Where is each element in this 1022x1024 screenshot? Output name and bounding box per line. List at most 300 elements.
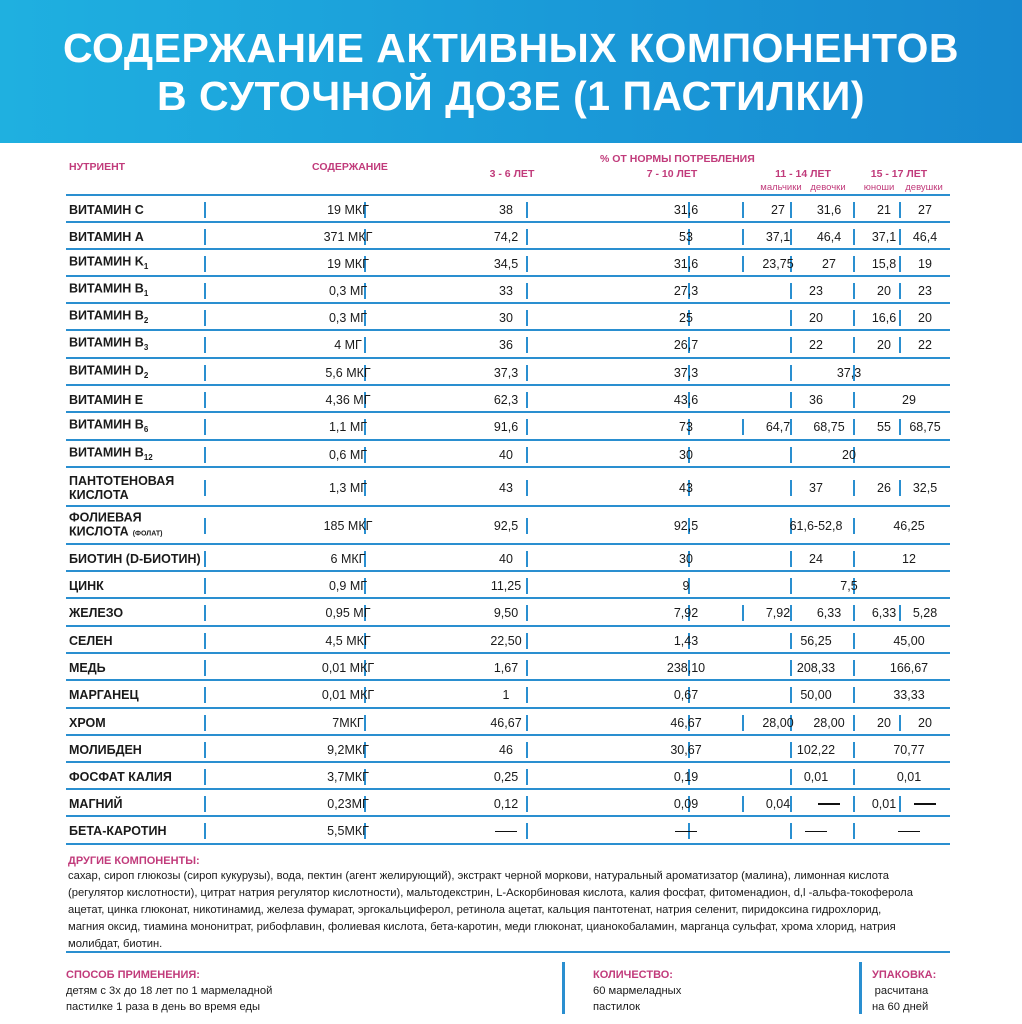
table-row xyxy=(66,545,950,572)
cell-separator xyxy=(899,256,901,272)
table-row xyxy=(66,572,950,599)
cell-separator xyxy=(790,447,792,463)
cell-separator xyxy=(204,660,206,676)
cell-separator xyxy=(790,796,792,812)
age-11-14-cell xyxy=(805,824,827,838)
youths-15-17-cell: 37,1 xyxy=(871,229,897,244)
age-3-6-cell: 0,12 xyxy=(493,796,519,811)
girls-11-14-cell: 28,00 xyxy=(813,715,845,730)
youths-15-17-cell: 15,8 xyxy=(871,256,897,271)
nutrient-name: ВИТАМИН $B_3$ xyxy=(69,335,149,352)
boys-11-14-cell: 28,00 xyxy=(762,715,794,730)
girls-11-14-cell: 46,4 xyxy=(816,229,842,244)
nutrient-name: ХРОМ xyxy=(69,715,106,730)
other-line: магния оксид, тиамина мононитрат, рибофлавин, фолиевая кислота, бета-каротин, меди глюконат, цианокобаламин, марганца сульфат, хрома хлорид, натрия xyxy=(68,921,896,933)
age-3-6-cell: 1,67 xyxy=(493,660,519,675)
age-15-17-cell: 29 xyxy=(902,392,916,407)
cell-separator xyxy=(204,447,206,463)
cell-separator xyxy=(790,310,792,326)
age-15-17-cell: 0,01 xyxy=(896,769,922,784)
cell-separator xyxy=(853,392,855,408)
content-cell: 0,95 МГ xyxy=(325,606,371,620)
cell-separator xyxy=(204,229,206,245)
age-3-6-cell: 40 xyxy=(499,551,513,566)
cell-separator xyxy=(853,419,855,435)
cell-separator xyxy=(526,578,528,594)
header-age-11-14: 11 - 14 ЛЕТ xyxy=(775,168,831,180)
header-nutrient: НУТРИЕНТ xyxy=(69,161,126,173)
dash-mark xyxy=(675,831,697,833)
age-3-6-cell: 38 xyxy=(499,202,513,217)
content-cell: 4 МГ xyxy=(334,338,362,352)
cell-separator xyxy=(790,605,792,621)
age-7-10-cell: 9 xyxy=(682,578,690,593)
quantity-line-2: пастилок xyxy=(593,1001,641,1013)
girls-15-17-cell: 20 xyxy=(918,310,932,325)
cell-separator xyxy=(526,605,528,621)
cell-separator xyxy=(899,480,901,496)
cell-separator xyxy=(204,715,206,731)
age-7-10-cell: 238,10 xyxy=(666,660,706,675)
content-cell: 7МКГ xyxy=(332,715,364,730)
cell-separator xyxy=(204,480,206,496)
cell-separator xyxy=(899,419,901,435)
age-7-10-cell: 0,19 xyxy=(673,769,699,784)
cell-separator xyxy=(899,229,901,245)
girls-11-14-cell: 68,75 xyxy=(813,420,845,434)
age-11-14-cell: 56,25 xyxy=(800,633,832,648)
age-3-6-cell: 37,3 xyxy=(493,365,519,380)
age-11-17-cell: 20 xyxy=(842,447,856,462)
cell-separator xyxy=(790,578,792,594)
cell-separator xyxy=(742,605,744,621)
nutrient-name: ЖЕЛЕЗО xyxy=(69,606,124,620)
cell-separator xyxy=(526,419,528,435)
age-3-6-cell: 9,50 xyxy=(493,606,519,620)
nutrient-name: СЕЛЕН xyxy=(69,633,113,648)
cell-separator xyxy=(364,337,366,353)
girls-15-17-cell: 27 xyxy=(918,202,932,217)
girls-11-14-cell: 27 xyxy=(822,256,836,271)
nutrient-name: МАРГАНЕЦ xyxy=(69,688,139,702)
nutrient-name: ЦИНК xyxy=(69,578,104,593)
age-15-17-cell xyxy=(898,824,920,838)
cell-separator xyxy=(790,392,792,408)
cell-separator xyxy=(790,480,792,496)
cell-separator xyxy=(853,518,855,534)
cell-separator xyxy=(204,551,206,567)
age-3-6-cell: 34,5 xyxy=(493,256,519,271)
header-boys: мальчики xyxy=(760,182,802,193)
table-row xyxy=(66,250,950,277)
youths-15-17-cell: 16,6 xyxy=(871,310,897,325)
nutrient-name: ВИТАМИН $B_2$ xyxy=(69,307,149,325)
age-11-14-cell: 102,22 xyxy=(796,742,836,757)
age-15-17-cell: 46,25 xyxy=(893,519,925,533)
boys-11-14-cell: 23,75 xyxy=(762,256,794,271)
content-cell: 0,01 МКГ xyxy=(321,660,375,675)
cell-separator xyxy=(899,715,901,731)
cell-separator xyxy=(526,715,528,731)
cell-separator xyxy=(853,742,855,758)
age-11-14-cell: 24 xyxy=(809,551,823,566)
boys-11-14-cell: 27 xyxy=(771,202,785,217)
usage-line-2: пастилке 1 раза в день во время еды xyxy=(66,1001,261,1013)
content-cell: 185 МКГ xyxy=(323,519,373,533)
package-title: УПАКОВКА: xyxy=(872,969,937,981)
cell-separator xyxy=(204,578,206,594)
cell-separator xyxy=(742,715,744,731)
nutrient-name: БЕТА-КАРОТИН xyxy=(69,824,167,838)
age-7-10-cell: 0,09 xyxy=(673,796,699,811)
cell-separator xyxy=(526,447,528,463)
table-row xyxy=(66,763,950,790)
age-7-10-cell: 92,5 xyxy=(673,519,699,533)
cell-separator xyxy=(790,419,792,435)
table-row xyxy=(66,359,950,386)
age-3-6-cell: 40 xyxy=(499,447,513,462)
cell-separator xyxy=(526,742,528,758)
quantity-text xyxy=(593,983,681,1015)
table-row xyxy=(66,507,950,545)
nutrient-name: ВИТАМИН $B_{12}$ xyxy=(69,444,153,462)
cell-separator xyxy=(204,633,206,649)
nutrient-name: МЕДЬ xyxy=(69,660,106,675)
content-cell: 0,9 МГ xyxy=(328,578,368,593)
age-7-10-cell xyxy=(675,824,697,838)
content-cell: 4,36 МГ xyxy=(325,392,371,407)
cell-separator xyxy=(790,365,792,381)
age-11-14-cell: 36 xyxy=(809,392,823,407)
cell-separator xyxy=(364,715,366,731)
content-cell: 9,2МКГ xyxy=(327,742,369,757)
age-11-14-cell: 22 xyxy=(809,338,823,352)
age-3-6-cell xyxy=(495,824,517,838)
header-content: СОДЕРЖАНИЕ xyxy=(312,161,388,173)
age-3-6-cell: 36 xyxy=(499,338,513,352)
age-7-10-cell: 31,6 xyxy=(673,202,699,217)
usage-text xyxy=(66,983,272,1015)
cell-separator xyxy=(526,518,528,534)
dash-mark xyxy=(898,831,920,833)
cell-separator xyxy=(204,518,206,534)
table-row xyxy=(66,709,950,736)
dash-mark xyxy=(818,803,840,805)
nutrient-name: ВИТАМИН C xyxy=(69,202,144,217)
nutrient-name: БИОТИН (D-БИОТИН) xyxy=(69,551,201,566)
cell-separator xyxy=(899,310,901,326)
header-young-women: девушки xyxy=(905,182,943,193)
girls-15-17-cell: 23 xyxy=(918,283,932,298)
cell-separator xyxy=(853,310,855,326)
age-15-17-cell: 166,67 xyxy=(889,660,929,675)
title-line-1: СОДЕРЖАНИЕ АКТИВНЫХ КОМПОНЕНТОВ xyxy=(62,24,960,71)
nutrient-name: МОЛИБДЕН xyxy=(69,742,142,757)
cell-separator xyxy=(204,256,206,272)
cell-separator xyxy=(790,769,792,785)
header-norm: % ОТ НОРМЫ ПОТРЕБЛЕНИЯ xyxy=(600,153,755,165)
footer-separator xyxy=(562,962,565,1014)
age-7-10-cell: 43 xyxy=(679,480,693,495)
age-7-10-cell: 1,43 xyxy=(673,633,699,648)
cell-separator xyxy=(526,660,528,676)
table-row xyxy=(66,790,950,817)
age-7-10-cell: 31,6 xyxy=(673,256,699,271)
age-3-6-cell: 0,25 xyxy=(493,769,519,784)
nutrient-name: ФОСФАТ КАЛИЯ xyxy=(69,769,172,784)
cell-separator xyxy=(853,202,855,218)
age-7-10-cell: 46,67 xyxy=(670,715,702,730)
table-row xyxy=(66,681,950,709)
content-cell: 371 МКГ xyxy=(323,229,373,244)
other-components-title: ДРУГИЕ КОМПОНЕНТЫ: xyxy=(68,855,200,867)
cell-separator xyxy=(790,283,792,299)
nutrient-name: ПАНТОТЕНОВАЯ КИСЛОТА xyxy=(69,473,175,502)
age-3-6-cell: 46,67 xyxy=(490,715,522,730)
content-cell: 1,3 МГ xyxy=(328,480,368,495)
nutrient-name: ВИТАМИН E xyxy=(69,392,144,407)
dash-mark xyxy=(495,831,517,833)
youths-15-17-cell: 21 xyxy=(877,202,891,217)
youths-15-17-cell: 26 xyxy=(877,480,891,495)
cell-separator xyxy=(790,551,792,567)
age-7-10-cell: 7,92 xyxy=(673,606,699,620)
table-row xyxy=(66,331,950,359)
usage-line-1: детям с 3х до 18 лет по 1 мармеладной xyxy=(66,985,273,997)
cell-separator xyxy=(790,742,792,758)
age-11-14-cell: 20 xyxy=(809,310,823,325)
age-15-17-cell: 70,77 xyxy=(893,742,925,757)
content-cell: 0,23МГ xyxy=(327,796,369,811)
youths-15-17-cell: 0,01 xyxy=(871,796,897,811)
age-3-6-cell: 33 xyxy=(499,283,513,298)
table-row xyxy=(66,817,950,845)
cell-separator xyxy=(526,633,528,649)
cell-separator xyxy=(204,310,206,326)
cell-separator xyxy=(899,605,901,621)
age-11-14-cell: 37 xyxy=(809,480,823,495)
cell-separator xyxy=(526,310,528,326)
cell-separator xyxy=(204,337,206,353)
youths-15-17-cell: 20 xyxy=(877,715,891,730)
other-line: (регулятор кислотности), цитрат натрия регулятор кислотности), мальтодекстрин, L-Аскорбиновая кислота, калия фосфат, фитоменадион, d,l -альфа-токоферола xyxy=(68,887,913,899)
boys-11-14-cell: 7,92 xyxy=(765,606,791,620)
nutrient-name: ВИТАМИН $B_6$ xyxy=(69,417,149,434)
youths-15-17-cell: 6,33 xyxy=(871,606,897,620)
cell-separator xyxy=(526,256,528,272)
cell-separator xyxy=(790,823,792,839)
header-girls: девочки xyxy=(810,182,846,193)
age-3-6-cell: 30 xyxy=(499,310,513,325)
age-7-10-cell: 30,67 xyxy=(670,742,702,757)
age-7-10-cell: 25 xyxy=(679,310,693,325)
cell-separator xyxy=(742,419,744,435)
cell-separator xyxy=(526,365,528,381)
footer-separator xyxy=(859,962,862,1014)
age-7-10-cell: 53 xyxy=(679,229,693,244)
age-7-10-cell: 37,3 xyxy=(673,365,699,380)
age-15-17-cell: 33,33 xyxy=(893,688,925,702)
girls-15-17-cell: 22 xyxy=(918,338,932,352)
cell-separator xyxy=(790,633,792,649)
girls-15-17-cell: 5,28 xyxy=(912,606,938,620)
table-row xyxy=(66,223,950,250)
cell-separator xyxy=(526,283,528,299)
table-row xyxy=(66,386,950,413)
quantity-line-1: 60 мармеладных xyxy=(593,985,682,997)
age-3-6-cell: 22,50 xyxy=(490,633,522,648)
content-cell: 19 МКГ xyxy=(327,256,369,271)
content-cell: 19 МКГ xyxy=(327,202,369,217)
cell-separator xyxy=(204,419,206,435)
cell-separator xyxy=(526,392,528,408)
age-11-14-cell: 208,33 xyxy=(796,660,836,675)
cell-separator xyxy=(899,202,901,218)
table-row xyxy=(66,627,950,654)
cell-separator xyxy=(899,337,901,353)
nutrient-name: ВИТАМИН $B_1$ xyxy=(69,280,149,298)
content-cell: 0,6 МГ xyxy=(328,447,368,462)
cell-separator xyxy=(526,480,528,496)
age-3-6-cell: 74,2 xyxy=(493,229,519,244)
boys-11-14-cell: 37,1 xyxy=(765,229,791,244)
nutrient-name: ВИТАМИН A xyxy=(69,229,144,244)
girls-15-17-cell xyxy=(914,797,936,811)
nutrient-name: ВИТАМИН $D_2$ xyxy=(69,362,149,380)
content-cell: 5,6 МКГ xyxy=(325,365,371,380)
title-banner xyxy=(0,0,1022,143)
cell-separator xyxy=(526,202,528,218)
content-cell: 3,7МКГ xyxy=(327,769,369,784)
table-row xyxy=(66,304,950,331)
cell-separator xyxy=(853,660,855,676)
age-3-6-cell: 91,6 xyxy=(493,420,519,434)
cell-separator xyxy=(853,337,855,353)
girls-11-14-cell xyxy=(818,797,840,811)
age-3-6-cell: 11,25 xyxy=(490,578,522,593)
table-row xyxy=(66,441,950,468)
cell-separator xyxy=(790,229,792,245)
header-age-7-10: 7 - 10 ЛЕТ xyxy=(646,168,698,180)
age-3-6-cell: 46 xyxy=(499,742,513,757)
cell-separator xyxy=(742,202,744,218)
content-cell: 0,3 МГ xyxy=(328,310,368,325)
age-3-6-cell: 43 xyxy=(499,480,513,495)
boys-11-14-cell: 64,7 xyxy=(765,420,791,434)
cell-separator xyxy=(853,256,855,272)
cell-separator xyxy=(790,687,792,703)
cell-separator xyxy=(853,551,855,567)
cell-separator xyxy=(853,687,855,703)
cell-separator xyxy=(526,687,528,703)
girls-15-17-cell: 20 xyxy=(918,715,932,730)
cell-separator xyxy=(204,742,206,758)
package-line-1: расчитана xyxy=(874,985,929,997)
cell-separator xyxy=(853,796,855,812)
age-11-17-cell: 37,3 xyxy=(836,365,862,380)
content-cell: 0,3 МГ xyxy=(328,283,368,298)
age-7-10-cell: 43,6 xyxy=(673,392,699,407)
cell-separator xyxy=(204,687,206,703)
package-line-2: на 60 дней xyxy=(872,1001,929,1013)
cell-separator xyxy=(526,823,528,839)
title-line-2: В СУТОЧНОЙ ДОЗЕ (1 ПАСТИЛКИ) xyxy=(156,72,866,119)
cell-separator xyxy=(853,283,855,299)
girls-15-17-cell: 19 xyxy=(918,256,932,271)
age-11-14-cell: 0,01 xyxy=(803,769,829,784)
girls-11-14-cell: 31,6 xyxy=(816,202,842,217)
table-row xyxy=(66,468,950,507)
content-cell: 6 МКГ xyxy=(330,551,366,566)
content-cell: 0,01 МКГ xyxy=(321,688,375,702)
cell-separator xyxy=(790,202,792,218)
age-3-6-cell: 62,3 xyxy=(493,392,519,407)
header-age-15-17: 15 - 17 ЛЕТ xyxy=(870,168,928,180)
cell-separator xyxy=(204,365,206,381)
package-text xyxy=(872,983,928,1015)
cell-separator xyxy=(204,283,206,299)
cell-separator xyxy=(526,769,528,785)
header-youths: юноши xyxy=(863,182,895,193)
footer-divider xyxy=(66,951,950,953)
girls-11-14-cell: 6,33 xyxy=(816,606,842,620)
cell-separator xyxy=(742,256,744,272)
quantity-title: КОЛИЧЕСТВО: xyxy=(593,969,673,981)
table-row xyxy=(66,413,950,441)
dash-mark xyxy=(805,831,827,833)
youths-15-17-cell: 55 xyxy=(877,420,891,434)
age-7-10-cell: 26,7 xyxy=(673,338,699,352)
age-11-14-cell: 23 xyxy=(809,283,823,298)
girls-15-17-cell: 32,5 xyxy=(912,480,938,495)
cell-separator xyxy=(204,796,206,812)
table-row xyxy=(66,736,950,763)
dash-mark xyxy=(914,803,936,805)
cell-separator xyxy=(853,715,855,731)
other-line: молибдат, биотин. xyxy=(68,938,163,950)
nutrient-name: МАГНИЙ xyxy=(69,796,123,811)
cell-separator xyxy=(853,633,855,649)
cell-separator xyxy=(526,337,528,353)
cell-separator xyxy=(204,605,206,621)
cell-separator xyxy=(853,769,855,785)
girls-15-17-cell: 46,4 xyxy=(912,229,938,244)
cell-separator xyxy=(790,660,792,676)
youths-15-17-cell: 20 xyxy=(877,283,891,298)
cell-separator xyxy=(899,796,901,812)
other-components-text xyxy=(68,868,958,953)
boys-11-14-cell: 0,04 xyxy=(765,796,791,811)
cell-separator xyxy=(853,823,855,839)
content-cell: 4,5 МКГ xyxy=(325,633,371,648)
cell-separator xyxy=(526,229,528,245)
age-7-10-cell: 73 xyxy=(679,420,693,434)
other-line: ацетат, цинка глюконат, никотинамид, железа фумарат, эргокальциферол, ретинола ацетат, кальция пантотенат, натрия селенит, пиридоксина гидрохлорид, xyxy=(68,904,882,916)
cell-separator xyxy=(853,605,855,621)
nutrient-name: ВИТАМИН $K_1$ xyxy=(69,253,149,271)
age-7-10-cell: 30 xyxy=(679,551,693,566)
cell-separator xyxy=(204,392,206,408)
age-3-6-cell: 92,5 xyxy=(493,519,519,533)
nutrient-name: ФОЛИЕВАЯ КИСЛОТА (ФОЛАТ) xyxy=(69,510,163,539)
cell-separator xyxy=(853,229,855,245)
cell-separator xyxy=(790,337,792,353)
content-cell: 1,1 МГ xyxy=(328,420,368,434)
age-15-17-cell: 45,00 xyxy=(893,633,925,648)
table-row xyxy=(66,654,950,681)
age-11-17-cell: 7,5 xyxy=(840,578,858,593)
youths-15-17-cell: 20 xyxy=(877,338,891,352)
